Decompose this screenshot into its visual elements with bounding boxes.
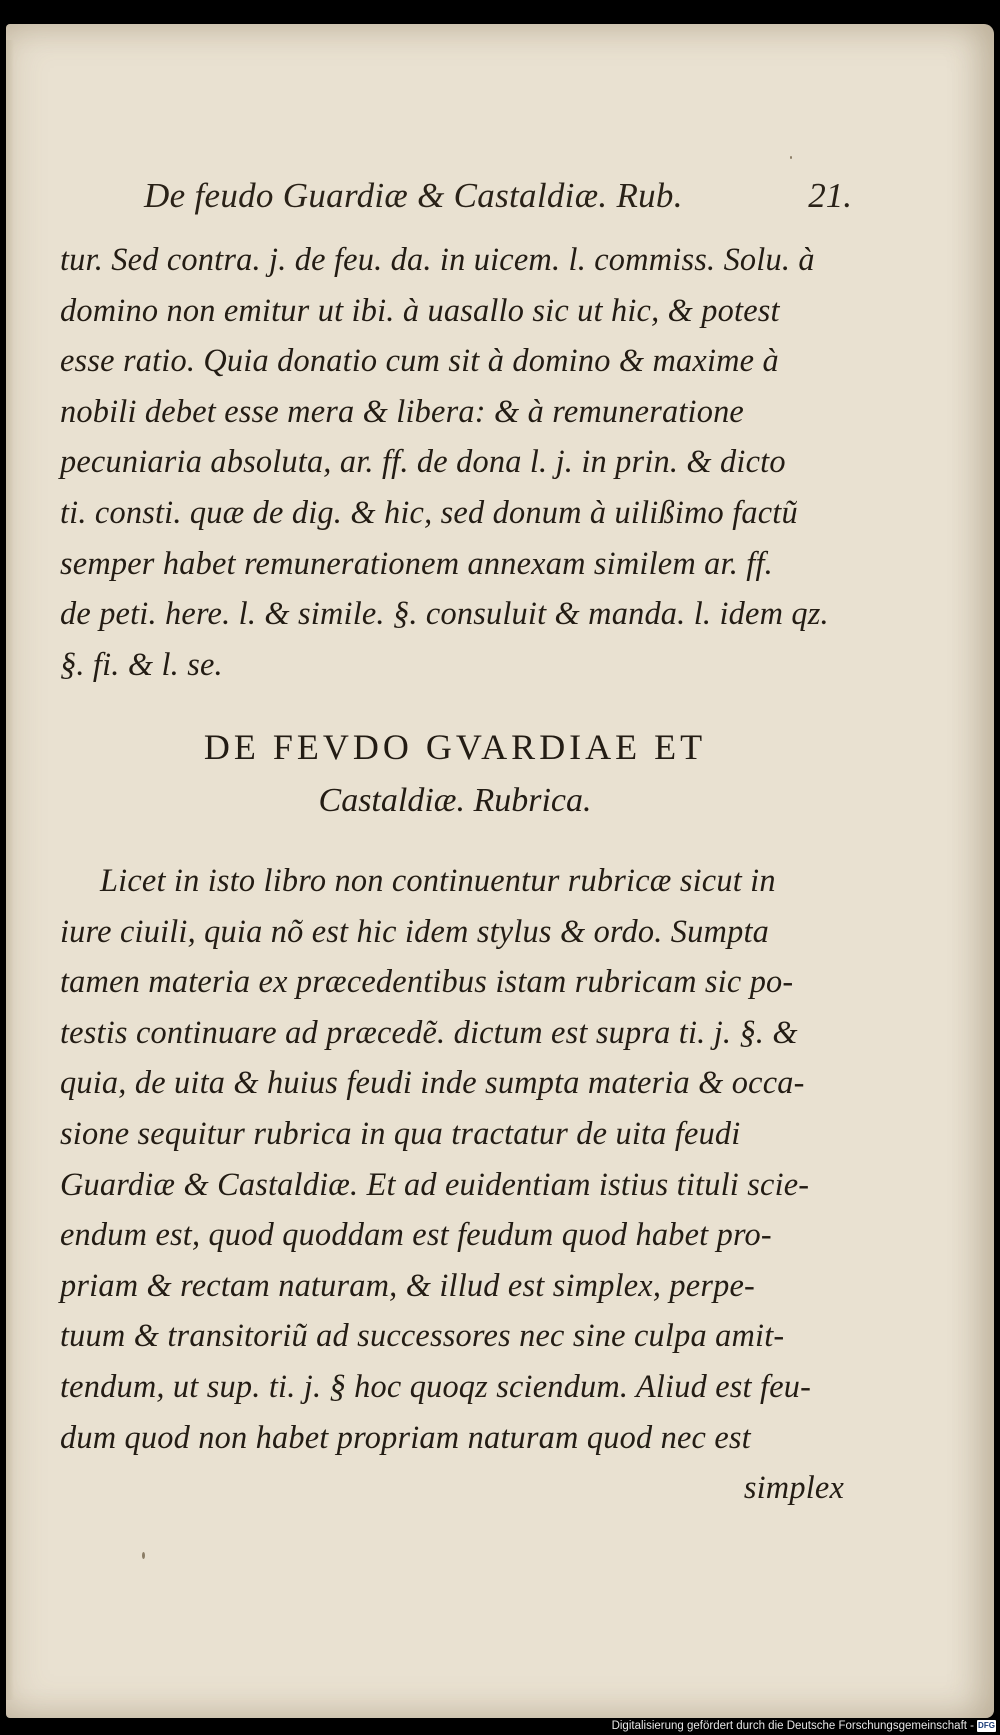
paper-speck (790, 156, 792, 159)
text-line: priam & rectam naturam, & illud est simplex, perpe- (60, 1266, 755, 1303)
text-line: sione sequitur rubrica in qua tractatur de uita feudi (60, 1114, 741, 1151)
text-line: endum est, quod quoddam est feudum quod habet pro- (60, 1216, 772, 1253)
text-line: iure ciuili, quia nõ est hic idem stylus & ordo. Sumpta (60, 912, 769, 949)
text-line: domino non emitur ut ibi. à uasallo sic ut hic, & potest (60, 291, 780, 328)
text-line: dum quod non habet propriam naturam quod nec est (60, 1418, 751, 1455)
text-line: §. fi. & l. se. (60, 645, 223, 682)
heading-subtitle: Castaldiæ. Rubrica. (318, 782, 592, 819)
heading-title: DE FEVDO GVARDIAE ET (203, 727, 707, 767)
text-line: tamen materia ex præcedentibus istam rubricam sic po- (60, 963, 794, 1000)
digitization-credit: Digitalisierung gefördert durch die Deutsche Forschungsgemeinschaft - (611, 1720, 974, 1732)
text-line: tur. Sed contra. j. de feu. da. in uicem. l. commiss. Solu. à (60, 241, 815, 277)
page-number: 21. (808, 176, 852, 215)
text-block-continuation (60, 234, 850, 689)
running-head: De feudo Guardiæ & Castaldiæ. Rub. (144, 176, 683, 215)
text-line: pecuniaria absoluta, ar. ff. de dona l. j. in prin. & dicto (60, 443, 786, 480)
page-header (132, 176, 852, 226)
page-gutter-shadow (6, 40, 14, 1700)
section-heading (60, 722, 850, 826)
text-line: semper habet remunerationem annexam similem ar. ff. (60, 544, 773, 581)
paper-speck (142, 1552, 145, 1559)
text-block-section (60, 855, 850, 1513)
text-line: testis continuare ad præcedẽ. dictum est supra ti. j. §. & (60, 1013, 798, 1050)
text-line: ti. consti. quæ de dig. & hic, sed donum à uilißimo factũ (60, 493, 798, 530)
text-line: Licet in isto libro non continuentur rubricæ sicut in (100, 862, 776, 898)
text-line: quia, de uita & huius feudi inde sumpta materia & occa- (60, 1064, 805, 1101)
text-line: tendum, ut sup. ti. j. § hoc quoqz sciendum. Aliud est feu- (60, 1367, 812, 1404)
text-line: nobili debet esse mera & libera: & à remuneratione (60, 392, 744, 429)
text-line: de peti. here. l. & simile. §. consuluit & manda. l. idem qz. (60, 595, 829, 632)
dfg-logo-icon: DFG (978, 1721, 995, 1730)
catchword: simplex (743, 1469, 844, 1506)
text-line: tuum & transitoriũ ad successores nec sine culpa amit- (60, 1317, 785, 1354)
text-line: Guardiæ & Castaldiæ. Et ad euidentiam istius tituli scie- (60, 1165, 810, 1202)
text-line: esse ratio. Quia donatio cum sit à domino & maxime à (60, 342, 779, 379)
